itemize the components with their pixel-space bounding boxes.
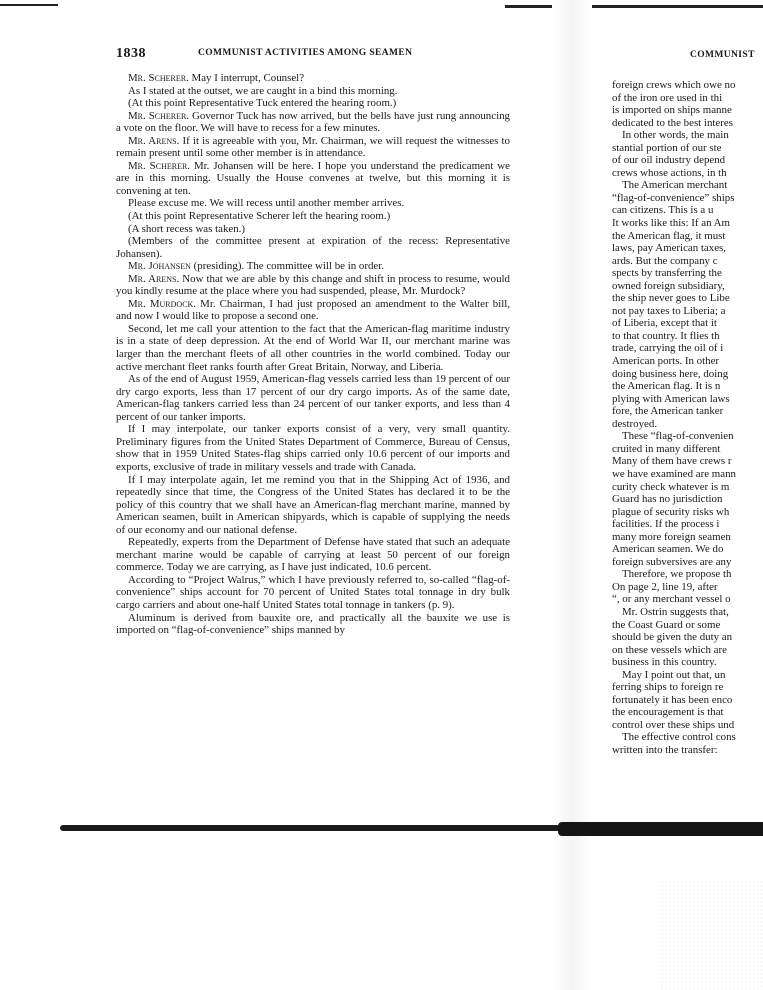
text-line: Therefore, we propose th xyxy=(622,568,732,581)
text-line: business in this country. xyxy=(612,656,717,669)
text-line: foreign crews which owe no xyxy=(612,79,736,91)
text-line: fore, the American tanker xyxy=(612,405,724,418)
text-line: crews whose actions, in th xyxy=(612,166,727,179)
paragraph xyxy=(116,323,510,373)
text-line: The American merchant xyxy=(622,179,728,192)
text-line: plague of security risks wh xyxy=(612,505,730,518)
paragraph-text: Governor Tuck has now arrived, but the bells have just rung announcing a vote on the floor. We will have to recess for a few minutes. xyxy=(116,109,510,135)
page-gutter xyxy=(552,0,592,990)
text-line: trade, carrying the oil of i xyxy=(612,342,724,355)
text-line: “, or any merchant vessel o xyxy=(612,593,731,606)
text-line: foreign subversives are any xyxy=(612,555,732,568)
text-line: the Coast Guard or some xyxy=(612,618,721,631)
text-line: control over these ships und xyxy=(612,718,735,731)
text-line: May I point out that, un xyxy=(622,668,726,681)
paragraph-text: If I may interpolate, our tanker exports consist of a very, very small quantity. Preliminary figures from the United States Department of Commerce, Bureau of Census, show that in 1959 United States-flag ships carried only 10.6 percent of our imports and exports, exclusive of trade in military vessels and trade with Canada. xyxy=(116,423,510,473)
text-line: doing business here, doing xyxy=(612,367,729,380)
paragraph xyxy=(116,72,510,85)
text-line: dedicated to the best interes xyxy=(612,116,733,129)
text-line: plying with American laws xyxy=(612,392,730,405)
paragraph-text: (Members of the committee present at expiration of the recess: Representative Johansen). xyxy=(116,235,510,260)
text-line: of the iron ore used in thi xyxy=(612,91,723,104)
paragraph-text: (presiding). The committee will be in order. xyxy=(190,260,384,273)
speaker-name: Mr. Johansen xyxy=(128,260,191,273)
text-line: we have examined are mann xyxy=(612,467,736,480)
right-page-running-head: COMMUNIST xyxy=(690,50,755,60)
text-line: stantial portion of our ste xyxy=(612,141,722,154)
text-line: of Liberia, except that it xyxy=(612,317,717,330)
text-line: facilities. If the process i xyxy=(612,518,720,531)
text-line: The effective control cons xyxy=(622,731,736,744)
paragraph-text: May I interrupt, Counsel? xyxy=(188,72,305,84)
text-line: not pay taxes to Liberia; a xyxy=(612,304,726,317)
speaker-name: Mr. Scherer. xyxy=(128,159,191,172)
text-line: On page 2, line 19, after xyxy=(612,580,718,593)
paragraph xyxy=(116,536,510,574)
text-line: the American flag, it must xyxy=(612,229,726,242)
paragraph xyxy=(116,612,510,637)
paragraph xyxy=(116,210,510,223)
paragraph-text: (At this point Representative Tuck entered the hearing room.) xyxy=(128,97,397,110)
speaker-name: Mr. Scherer. xyxy=(128,72,189,84)
text-line: of our oil industry depend xyxy=(612,154,726,167)
paragraph xyxy=(116,273,510,298)
paragraph-text: As of the end of August 1959, American-flag vessels carried less than 19 percent of our dry cargo exports, less than 17 percent of our dry cargo imports. As of the same date, American-flag tankers carried less than 24 percent of our tanker exports, and less than 4 percent of our tanker imports. xyxy=(116,373,510,423)
paragraph xyxy=(116,373,510,423)
paragraph-text: Aluminum is derived from bauxite ore, and practically all the bauxite we use is imported on “flag-of-convenience” ships manned by xyxy=(116,611,510,637)
paragraph-text: Please excuse me. We will recess until another member arrives. xyxy=(128,197,405,210)
paragraph-text: Now that we are able by this change and shift in process to resume, would you kindly resume at the place where you had suspended, please, Mr. Murdock? xyxy=(116,272,510,298)
text-line: written into the transfer: xyxy=(612,743,718,756)
page-header xyxy=(116,46,596,62)
text-line: In other words, the main xyxy=(622,129,729,142)
paragraph-text: Mr. Johansen will be here. I hope you understand the predicament we are in this morning. Usually the House convenes at twelve, but this morning it is convening at ten. xyxy=(116,159,510,197)
paragraph xyxy=(116,197,510,210)
text-line: on these vessels which are xyxy=(612,643,727,656)
scan-edge-top xyxy=(0,0,763,14)
paragraph xyxy=(116,235,510,260)
text-line: spects by transferring the xyxy=(612,267,722,280)
paragraph xyxy=(116,474,510,537)
text-line: the American flag. It is n xyxy=(612,380,721,393)
right-text-column-partial xyxy=(612,79,763,757)
running-head: COMMUNIST ACTIVITIES AMONG SEAMEN xyxy=(198,48,413,58)
paragraph xyxy=(116,423,510,473)
paragraph-text: If it is agreeable with you, Mr. Chairman, we will request the witnesses to remain present until some other member is in attendance. xyxy=(116,134,510,160)
paragraph xyxy=(116,85,510,98)
text-line: fortunately it has been enco xyxy=(612,693,733,706)
text-line: Guard has no jurisdiction xyxy=(612,493,723,506)
text-line: These “flag-of-convenien xyxy=(622,430,734,443)
scan-noise xyxy=(660,880,763,990)
text-line: the ship never goes to Libe xyxy=(612,292,730,305)
paragraph-text: Second, let me call your attention to the fact that the American-flag maritime industry is in a state of deep depression. At the end of World War II, our merchant marine was larger than the merchant fleets of all other countries in the world combined. Today our active merchant fleet ranks fourth after Great Britain, Norway, and Liberia. xyxy=(116,322,510,373)
paragraph xyxy=(116,260,510,273)
paragraph xyxy=(116,97,510,110)
text-line: destroyed. xyxy=(612,417,658,430)
text-line: “flag-of-convenience” ships xyxy=(612,191,735,204)
text-line: owned foreign subsidiary, xyxy=(612,279,725,292)
speaker-name: Mr. Arens. xyxy=(128,134,180,147)
text-line: to that country. It flies th xyxy=(612,329,720,342)
speaker-name: Mr. Scherer. xyxy=(128,109,190,122)
paragraph-text: Repeatedly, experts from the Department of Defense have stated that such an adequate merchant marine would be capable of carrying at least 50 percent of our foreign commerce. Today we are carrying, as I have just indicated, 10.6 percent. xyxy=(116,536,510,574)
text-line: ards. But the company c xyxy=(612,254,718,267)
text-line: is imported on ships manne xyxy=(612,104,732,117)
scan-edge-bottom xyxy=(60,822,763,836)
paragraph xyxy=(116,223,510,236)
paragraph xyxy=(116,160,510,198)
text-line: American seamen. We do xyxy=(612,543,724,556)
text-line: Mr. Ostrin suggests that, xyxy=(622,605,729,618)
text-line: ferring ships to foreign re xyxy=(612,681,724,694)
paragraph-text: (At this point Representative Scherer left the hearing room.) xyxy=(128,210,391,223)
text-line: Many of them have crews r xyxy=(612,455,732,468)
text-line: the encouragement is that xyxy=(612,706,724,719)
speaker-name: Mr. Arens. xyxy=(128,272,180,285)
text-line: should be given the duty an xyxy=(612,631,733,644)
text-line: It works like this: If an Am xyxy=(612,217,730,230)
text-line: cruited in many different xyxy=(612,442,721,455)
text-line: laws, pay American taxes, xyxy=(612,242,727,255)
paragraph-text: (A short recess was taken.) xyxy=(128,222,246,235)
text-line: curity check whatever is m xyxy=(612,480,730,493)
text-line: American ports. In other xyxy=(612,355,720,368)
paragraph-text: As I stated at the outset, we are caught in a bind this morning. xyxy=(128,84,398,97)
paragraph xyxy=(116,298,510,323)
paragraph-text: According to “Project Walrus,” which I have previously referred to, so-called “flag-of-convenience” ships account for 70 percent of United States total tonnage in dry bulk cargo carriers and about one-half United States total tonnage in tankers (p. 9). xyxy=(116,573,510,611)
text-line: many more foreign seamen xyxy=(612,530,731,543)
paragraph-text: Mr. Chairman, I had just proposed an amendment to the Walter bill, and now I would like to propose a second one. xyxy=(116,297,510,323)
page-number: 1838 xyxy=(116,46,146,61)
text-line: can citizens. This is a u xyxy=(612,204,714,217)
paragraph xyxy=(116,110,510,135)
paragraph-text: If I may interpolate again, let me remind you that in the Shipping Act of 1936, and repeatedly since that time, the Congress of the United States has declared it to be the policy of this country that we shall have an American-flag merchant marine, manned by American seamen, built in American shipyards, which is capable of supplying the needs of our economy and our national defense. xyxy=(116,473,510,536)
speaker-name: Mr. Murdock. xyxy=(128,297,197,310)
paragraph xyxy=(116,135,510,160)
paragraph xyxy=(116,574,510,612)
left-text-column xyxy=(116,72,510,637)
